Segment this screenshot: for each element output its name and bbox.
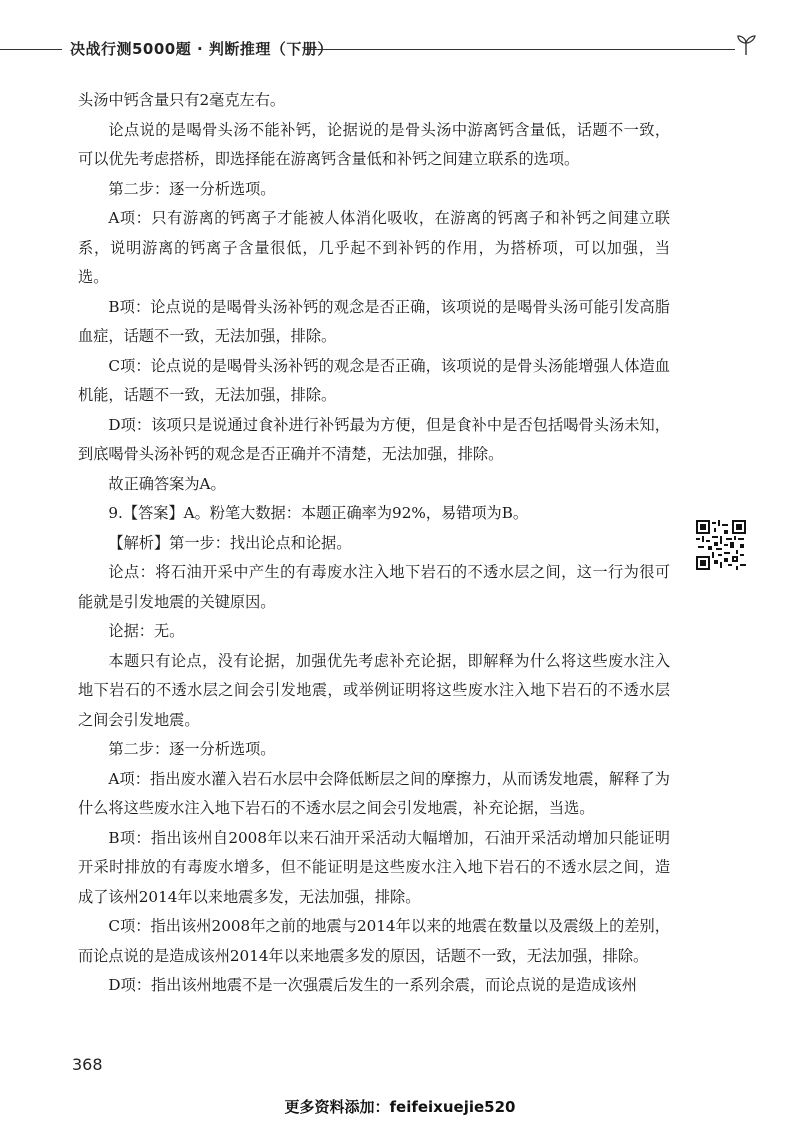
footer-note: 更多资料添加：feifeixuejie520 (284, 1098, 516, 1116)
running-header (0, 34, 800, 64)
paragraph: 论点：将石油开采中产生的有毒废水注入地下岩石的不透水层之间，这一行为很可能就是引发地震的关键原因。 (78, 563, 670, 611)
paragraph: D项：该项只是说通过食补进行补钙最为方便，但是食补中是否包括喝骨头汤未知，到底喝骨头汤补钙的观念是否正确并不清楚，无法加强，排除。 (78, 415, 670, 463)
paragraph: C项：指出该州2008年之前的地震与2014年以来的地震在数量以及震级上的差别，而论点说的是造成该州2014年以来地震多发的原因，话题不一致，无法加强，排除。 (78, 917, 670, 965)
paragraph: B项：指出该州自2008年以来石油开采活动大幅增加，石油开采活动增加只能证明开采时排放的有毒废水增多，但不能证明是这些废水注入地下岩石的不透水层之间，造成了该州2014年以来地震多发，无法加强，排除。 (78, 828, 670, 906)
paragraph: 论据：无。 (108, 622, 185, 640)
paragraph: 论点说的是喝骨头汤不能补钙，论据说的是骨头汤中游离钙含量低，话题不一致，可以优先考虑搭桥，即选择能在游离钙含量低和补钙之间建立联系的选项。 (78, 120, 670, 168)
header-rule-left (0, 49, 62, 50)
paragraph: 本题只有论点，没有论据，加强优先考虑补充论据，即解释为什么将这些废水注入地下岩石的不透水层之间会引发地震，或举例证明将这些废水注入地下岩石的不透水层之间会引发地震。 (78, 651, 670, 729)
paragraph: A项：指出废水灌入岩石水层中会降低断层之间的摩擦力，从而诱发地震，解释了为什么将这些废水注入地下岩石的不透水层之间会引发地震，补充论据，当选。 (78, 769, 670, 817)
body-text (78, 86, 670, 1001)
paragraph: B项：论点说的是喝骨头汤补钙的观念是否正确，该项说的是喝骨头汤可能引发高脂血症，话题不一致，无法加强，排除。 (78, 297, 670, 345)
paragraph: 第二步：逐一分析选项。 (108, 740, 276, 758)
paragraph: C项：论点说的是喝骨头汤补钙的观念是否正确，该项说的是骨头汤能增强人体造血机能，话题不一致，无法加强，排除。 (78, 356, 670, 404)
page-number: 368 (72, 1055, 103, 1074)
paragraph: A项：只有游离的钙离子才能被人体消化吸收，在游离的钙离子和补钙之间建立联系，说明游离的钙离子含量很低，几乎起不到补钙的作用，为搭桥项，可以加强，当选。 (78, 209, 670, 286)
paragraph: D项：指出该州地震不是一次强震后发生的一系列余震，而论点说的是造成该州 (108, 976, 637, 994)
paragraph: 第二步：逐一分析选项。 (108, 179, 276, 198)
analysis-heading: 【解析】第一步：找出论点和论据。 (108, 533, 352, 552)
header-rule-right (305, 49, 735, 50)
paragraph: 故正确答案为A。 (108, 474, 226, 493)
paragraph: 头汤中钙含量只有2毫克左右。 (78, 91, 286, 109)
qr-code[interactable] (696, 520, 746, 570)
header-title: 决战行测5000题 · 判断推理（下册） (70, 40, 333, 58)
sprout-icon (733, 34, 759, 56)
answer-line: 9.【答案】A。粉笔大数据：本题正确率为92%，易错项为B。 (108, 504, 529, 522)
